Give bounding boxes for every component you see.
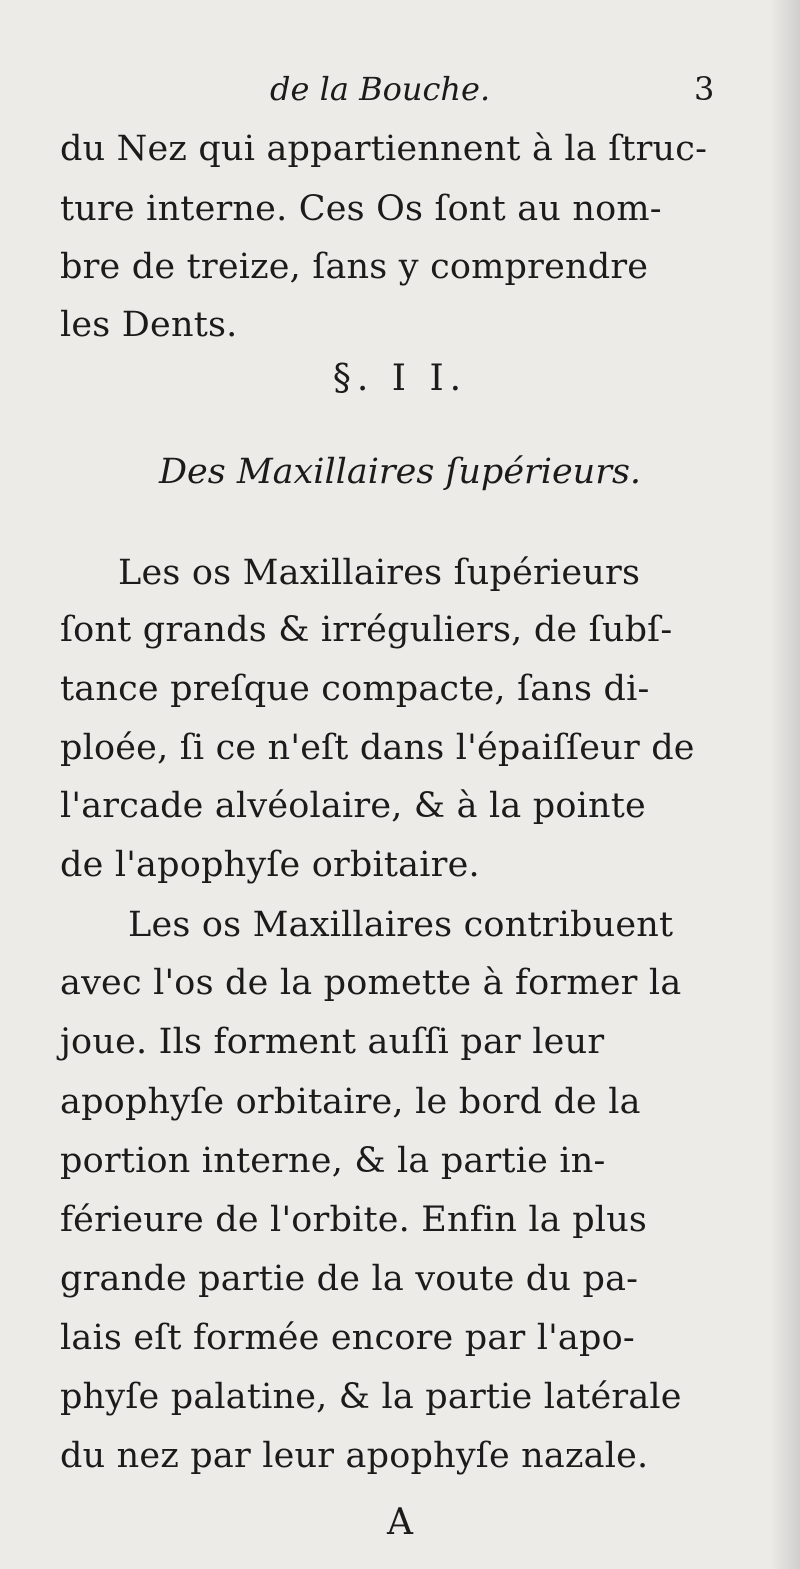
text-line: phyſe palatine, & la partie latérale — [60, 1377, 682, 1417]
text-line: avec l'os de la pomette à former la — [60, 963, 682, 1003]
text-line: l'arcade alvéolaire, & à la pointe — [60, 786, 646, 826]
signature-mark: A — [387, 1502, 413, 1543]
text-line: du Nez qui appartiennent à la ſtruc- — [60, 129, 708, 169]
running-head: de la Bouche. — [270, 70, 491, 108]
page-header — [0, 64, 800, 114]
text-line: ture interne. Ces Os ſont au nom- — [60, 189, 662, 229]
text-line: lais eſt formée encore par l'apo- — [60, 1318, 635, 1358]
text-line: portion interne, & la partie in- — [60, 1141, 606, 1181]
text-line: ſont grands & irréguliers, de ſubſ- — [60, 610, 673, 650]
page-number: 3 — [694, 70, 715, 108]
text-line: joue. Ils forment auſſi par leur — [60, 1022, 605, 1062]
section-title: Des Maxillaires ſupérieurs. — [158, 452, 642, 492]
text-line: ploée, ſi ce n'eſt dans l'épaiſſeur de — [60, 728, 695, 768]
text-line: apophyſe orbitaire, le bord de la — [60, 1082, 641, 1122]
text-line: férieure de l'orbite. Enfin la plus — [60, 1200, 648, 1240]
text-line: bre de treize, ſans y comprendre — [60, 247, 649, 287]
page-edge-shadow — [770, 0, 800, 1569]
text-line: de l'apophyſe orbitaire. — [60, 845, 480, 885]
text-line: grande partie de la voute du pa- — [60, 1259, 639, 1299]
text-line: du nez par leur apophyſe nazale. — [60, 1436, 649, 1476]
section-number: §. I I. — [332, 358, 468, 399]
text-line: Les os Maxillaires ſupérieurs — [118, 553, 641, 593]
text-line: les Dents. — [60, 305, 238, 345]
text-line: tance preſque compacte, ſans di- — [60, 669, 650, 709]
text-line: Les os Maxillaires contribuent — [128, 905, 674, 945]
